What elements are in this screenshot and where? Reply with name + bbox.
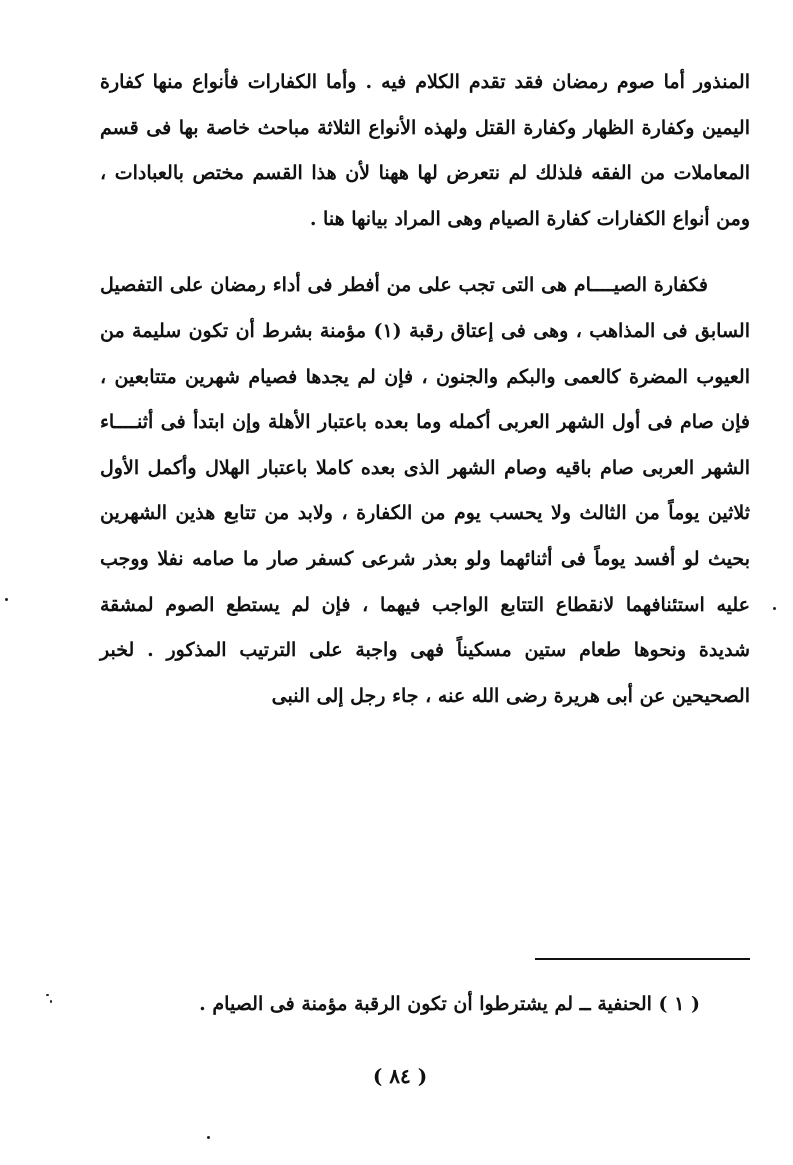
margin-speck (773, 607, 776, 610)
page-number: ( ٨٤ ) (372, 1064, 428, 1088)
margin-speck (50, 1000, 52, 1003)
paragraph-1: المنذور أما صوم رمضان فقد تقدم الكلام فيه . وأما الكفارات فأنواع منها كفارة اليمين وكفارة الظهار وكفارة القتل ولهذه الأنواع الثلاثة مباحث خاصة بها فى قسم المعاملات من الفقه فلذلك لم نتعرض لها ههنا لأن هذا القسم مختص بالعبادات ، ومن أنواع الكفارات كفارة الصيام وهى المراد بيانها هنا . (100, 71, 750, 230)
paragraph-2: فكفارة الصيــــام هى التى تجب على من أفطر فى أداء رمضان على التفصيل السابق فى المذاهب ، وهى فى إعتاق رقبة (١) مؤمنة بشرط أن تكون سليمة من العيوب المضرة كالعمى والبكم والجنون ، فإن لم يجدها فصيام شهرين متتابعين ، فإن صام فى أول الشهر العربى أكمله وما بعده باعتبار الأهلة وإن ابتدأ فى أثنــــاء الشهر العربى صام باقيه وصام الشهر الذى بعده كاملا باعتبار الهلال وأكمل الأول ثلاثين يوماً من الثالث ولا يحسب يوم من الكفارة ، ولابد من تتابع هذين الشهرين بحيث لو أفسد يوماً فى أثنائهما ولو بعذر شرعى كسفر صار ما صامه نفلا ووجب عليه استئنافهما لانقطاع التتابع الواجب فيهما ، فإن لم يستطع الصوم لمشقة شديدة ونحوها طعام ستين مسكيناً فهى واجبة على الترتيب المذكور . لخبر الصحيحين عن أبى هريرة رضى الله عنه ، جاء رجل إلى النبى (100, 274, 750, 707)
main-text (100, 60, 750, 719)
footnote: ( ١ ) الحنفية ــ لم يشترطوا أن تكون الرقبة مؤمنة فى الصيام . (199, 993, 700, 1015)
margin-speck (5, 598, 8, 601)
margin-speck (207, 1136, 210, 1139)
footnote-separator (535, 958, 750, 960)
margin-speck (46, 994, 49, 996)
